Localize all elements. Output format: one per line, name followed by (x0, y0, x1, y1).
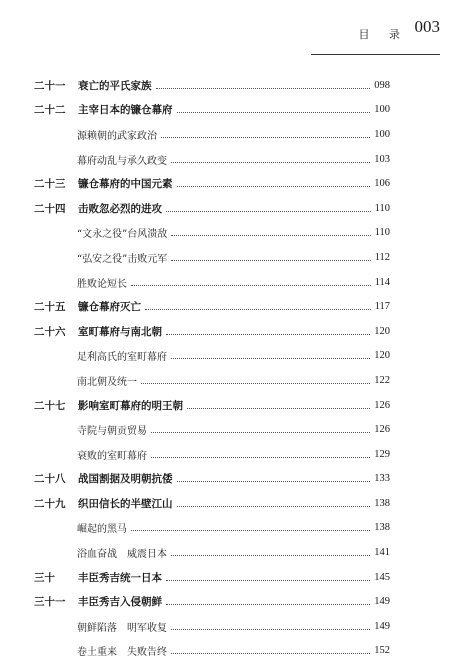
toc-page-number: 100 (374, 128, 390, 140)
section-title: 卷土重来 失败告终 (77, 647, 167, 659)
toc-page-number: 100 (374, 104, 390, 116)
toc-section-entry[interactable] (0, 344, 452, 369)
chapter-number: 二十八 (34, 473, 66, 486)
dot-leader (156, 88, 371, 89)
chapter-number: 二十五 (34, 301, 66, 314)
chapter-number: 二十七 (34, 399, 66, 412)
dot-leader (166, 211, 371, 212)
dot-leader (131, 530, 370, 531)
toc-page-number: 106 (374, 178, 390, 190)
running-title: 目 录 (358, 28, 408, 41)
toc-page-number: 120 (374, 325, 390, 337)
dot-leader (166, 604, 370, 605)
dot-leader (171, 653, 370, 654)
toc-page-number: 117 (374, 301, 390, 313)
chapter-number: 二十三 (34, 178, 66, 191)
chapter-number: 二十九 (34, 497, 66, 510)
toc-page-number: 103 (374, 153, 390, 165)
toc-page-number: 112 (374, 251, 390, 263)
table-of-contents (0, 73, 452, 663)
toc-page-number: 114 (374, 276, 390, 288)
toc-section-entry[interactable] (0, 417, 452, 442)
section-title: 崛起的黑马 (77, 524, 127, 536)
dot-leader (187, 408, 370, 409)
dot-leader (177, 481, 371, 482)
dot-leader (145, 309, 371, 310)
dot-leader (171, 260, 370, 261)
toc-page-number: 145 (374, 571, 390, 583)
toc-chapter-entry[interactable] (0, 73, 452, 98)
chapter-title: 丰臣秀吉统一日本 (78, 571, 162, 584)
section-title: “文永之役”台风溃敌 (77, 229, 168, 241)
section-title: 足利高氏的室町幕府 (77, 352, 167, 364)
page-number: 003 (414, 17, 440, 36)
toc-chapter-entry[interactable] (0, 171, 452, 196)
toc-chapter-entry[interactable] (0, 491, 452, 516)
chapter-number: 二十二 (34, 104, 66, 117)
chapter-title: 衰亡的平氏家族 (78, 79, 152, 92)
toc-chapter-entry[interactable] (0, 393, 452, 418)
toc-page-number: 126 (374, 424, 390, 436)
toc-page-number: 110 (374, 227, 390, 239)
toc-chapter-entry[interactable] (0, 565, 452, 590)
section-title: 衰败的室町幕府 (77, 450, 147, 462)
section-title: 胜败论短长 (77, 278, 127, 290)
chapter-title: 影响室町幕府的明王朝 (78, 399, 183, 412)
toc-page-number: 129 (374, 448, 390, 460)
section-title: 幕府动乱与承久政变 (77, 155, 167, 167)
chapter-number: 二十六 (34, 325, 66, 338)
toc-section-entry[interactable] (0, 639, 452, 663)
toc-chapter-entry[interactable] (0, 196, 452, 221)
toc-section-entry[interactable] (0, 614, 452, 639)
dot-leader (166, 580, 370, 581)
toc-section-entry[interactable] (0, 122, 452, 147)
dot-leader (151, 457, 370, 458)
toc-section-entry[interactable] (0, 147, 452, 172)
toc-chapter-entry[interactable] (0, 589, 452, 614)
chapter-number: 二十一 (34, 79, 66, 92)
toc-page-number: 152 (374, 645, 390, 657)
chapter-number: 三十一 (34, 596, 66, 609)
section-title: 源赖朝的武家政治 (77, 130, 157, 142)
toc-section-entry[interactable] (0, 221, 452, 246)
dot-leader (171, 235, 370, 236)
toc-chapter-entry[interactable] (0, 98, 452, 123)
dot-leader (151, 432, 370, 433)
dot-leader (141, 383, 370, 384)
toc-page-number: 149 (374, 620, 390, 632)
toc-section-entry[interactable] (0, 270, 452, 295)
chapter-title: 主宰日本的镰仓幕府 (78, 104, 173, 117)
dot-leader (131, 285, 371, 286)
toc-page-number: 122 (374, 374, 390, 386)
dot-leader (177, 112, 371, 113)
toc-page-number: 120 (374, 350, 390, 362)
toc-section-entry[interactable] (0, 245, 452, 270)
dot-leader (171, 555, 370, 556)
toc-page-number: 133 (374, 473, 390, 485)
chapter-number: 三十 (34, 571, 55, 584)
dot-leader (166, 334, 370, 335)
toc-page-number: 149 (374, 596, 390, 608)
toc-chapter-entry[interactable] (0, 467, 452, 492)
toc-page-number: 110 (374, 202, 390, 214)
chapter-title: 织田信长的半壁江山 (78, 497, 173, 510)
toc-page-number: 138 (374, 497, 390, 509)
chapter-title: 击败忽必烈的进攻 (78, 202, 162, 215)
page-header (0, 14, 452, 48)
toc-section-entry[interactable] (0, 516, 452, 541)
header-rule (311, 54, 440, 55)
toc-section-entry[interactable] (0, 368, 452, 393)
toc-page-number: 138 (374, 522, 390, 534)
section-title: “弘安之役”击败元军 (77, 253, 168, 265)
toc-chapter-entry[interactable] (0, 319, 452, 344)
section-title: 浴血奋战 威震日本 (77, 549, 167, 561)
dot-leader (177, 186, 371, 187)
toc-page-number: 141 (374, 547, 390, 559)
section-title: 寺院与朝贡贸易 (77, 426, 147, 438)
toc-page-number: 126 (374, 399, 390, 411)
dot-leader (171, 358, 370, 359)
dot-leader (161, 137, 370, 138)
chapter-title: 丰臣秀吉入侵朝鲜 (78, 596, 162, 609)
toc-section-entry[interactable] (0, 442, 452, 467)
toc-section-entry[interactable] (0, 540, 452, 565)
toc-chapter-entry[interactable] (0, 294, 452, 319)
chapter-title: 战国割据及明朝抗倭 (78, 473, 173, 486)
chapter-title: 镰仓幕府的中国元素 (78, 178, 173, 191)
dot-leader (171, 629, 370, 630)
dot-leader (171, 162, 370, 163)
dot-leader (177, 506, 371, 507)
chapter-number: 二十四 (34, 202, 66, 215)
chapter-title: 室町幕府与南北朝 (78, 325, 162, 338)
section-title: 南北朝及统一 (77, 376, 137, 388)
toc-page-number: 098 (374, 79, 390, 91)
chapter-title: 镰仓幕府灭亡 (78, 301, 141, 314)
section-title: 朝鲜陷落 明军收复 (77, 622, 167, 634)
